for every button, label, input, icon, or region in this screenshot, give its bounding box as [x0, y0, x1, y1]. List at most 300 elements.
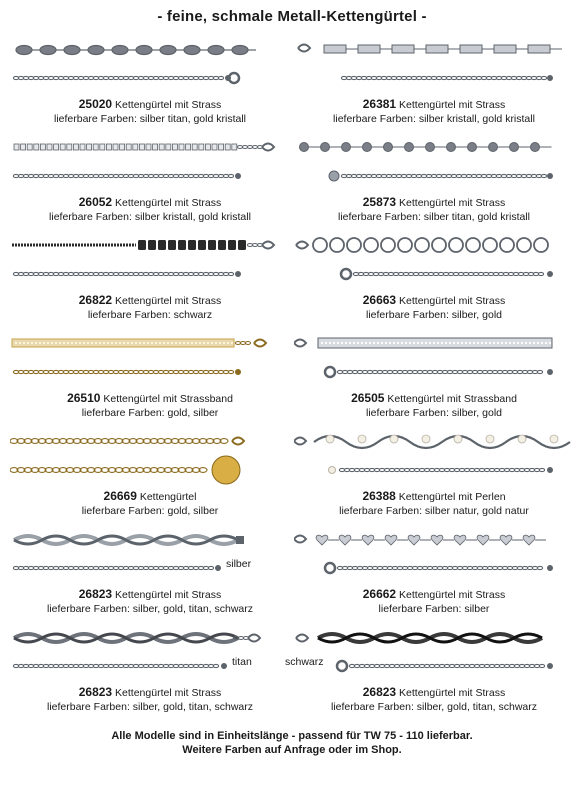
chain-part	[138, 370, 143, 373]
chain-part	[43, 664, 48, 667]
clasp	[294, 438, 306, 445]
product-number: 26823	[78, 685, 113, 699]
product-name: Kettengürtel mit Strass	[399, 99, 506, 111]
chain-part	[179, 342, 181, 344]
product-card-26388[interactable]	[292, 426, 576, 524]
chain-part	[394, 664, 399, 667]
product-colors: lieferbare Farben: silber, gold, titan, schwarz	[46, 603, 254, 615]
chain-part	[155, 342, 157, 344]
chain-part	[419, 664, 424, 667]
chain-part	[243, 146, 248, 149]
chain-part	[14, 144, 19, 150]
chain-part	[218, 174, 223, 177]
chain-part	[98, 370, 103, 373]
pearl	[550, 435, 558, 443]
chain-part	[485, 342, 487, 344]
product-number: 26388	[362, 489, 396, 503]
chain-part	[53, 174, 58, 177]
product-caption	[8, 587, 292, 616]
chain-part	[93, 664, 98, 667]
pearl	[454, 435, 462, 443]
chain-part	[469, 468, 474, 471]
chain-part	[199, 342, 201, 344]
chain-part	[347, 566, 352, 569]
chain-part	[38, 664, 43, 667]
chain-part	[183, 272, 188, 275]
chain-part	[356, 174, 361, 177]
chain-part	[79, 342, 81, 344]
chain-part	[208, 664, 213, 667]
chain-part	[183, 664, 188, 667]
product-card-26662[interactable]	[292, 524, 576, 622]
end-bead	[547, 75, 553, 81]
chain-part	[464, 468, 469, 471]
chain-part	[168, 370, 173, 373]
chain-part	[133, 370, 138, 373]
chain-part	[393, 272, 398, 275]
chain-part	[228, 174, 233, 177]
chain-part	[113, 76, 118, 79]
chain-part	[527, 370, 532, 373]
chain-part	[508, 272, 513, 275]
chain-part	[403, 272, 408, 275]
chain-part	[494, 45, 516, 53]
chain-part	[489, 468, 494, 471]
chain-part	[541, 342, 543, 344]
chain-part	[482, 566, 487, 569]
chain-part	[172, 144, 177, 150]
product-name: Kettengürtel	[139, 491, 197, 503]
chain-part	[407, 566, 412, 569]
chain-part	[143, 664, 148, 667]
chain-part	[123, 664, 128, 667]
footer-note	[0, 729, 584, 757]
chain-part	[168, 664, 173, 667]
chain-part	[158, 240, 166, 250]
chain-part	[458, 272, 463, 275]
chain-part	[372, 370, 377, 373]
chain-part	[151, 342, 153, 344]
chain-part	[138, 76, 143, 79]
product-number: 25873	[362, 195, 397, 209]
chain-part	[424, 468, 429, 471]
chain-part	[412, 566, 417, 569]
clasp	[262, 144, 274, 151]
chain-part	[88, 272, 93, 275]
chain-part	[397, 370, 402, 373]
chain-part	[58, 174, 63, 177]
chain-part	[489, 143, 498, 152]
chain-part	[467, 370, 472, 373]
chain-part	[357, 566, 362, 569]
chain-part	[33, 174, 38, 177]
chain-part	[347, 370, 352, 373]
chain-part	[349, 468, 354, 471]
chain-part	[111, 342, 113, 344]
chain-part	[223, 174, 228, 177]
product-card-26823-schwarz[interactable]	[285, 622, 576, 720]
clasp	[232, 438, 244, 445]
chain-part	[484, 468, 489, 471]
chain-part	[138, 566, 143, 569]
chain-part	[208, 46, 224, 55]
product-card-26823-silber[interactable]	[8, 524, 292, 622]
chain-part	[198, 240, 206, 250]
chain-part	[75, 342, 77, 344]
chain-part	[178, 272, 183, 275]
chain-part	[381, 342, 383, 344]
product-name: Kettengürtel mit Strass	[115, 295, 222, 307]
chain-part	[523, 272, 528, 275]
chain-part	[208, 272, 213, 275]
chain-part	[532, 370, 537, 373]
chain-part	[519, 664, 524, 667]
clasp	[294, 536, 306, 543]
chain-part	[88, 370, 93, 373]
chain-part	[73, 272, 78, 275]
heart-link	[477, 535, 489, 545]
chain-part	[23, 664, 28, 667]
chain-part	[118, 664, 123, 667]
chain-part	[496, 174, 501, 177]
chain-part	[183, 370, 188, 373]
chain-part	[374, 468, 379, 471]
chain-part	[371, 174, 376, 177]
chain-part	[447, 143, 456, 152]
belt-image	[10, 38, 290, 96]
product-card-26663[interactable]	[292, 230, 576, 328]
chain-part	[483, 272, 488, 275]
chain-part	[386, 76, 391, 79]
chain-part	[43, 342, 45, 344]
chain-part	[78, 174, 83, 177]
chain-part	[376, 76, 381, 79]
chain-part	[43, 272, 48, 275]
chain-part	[442, 370, 447, 373]
chain-part	[123, 566, 128, 569]
chain-part	[153, 272, 158, 275]
chain-part	[376, 174, 381, 177]
flower-charm	[329, 171, 339, 181]
product-number: 26662	[362, 587, 397, 601]
chain-part	[68, 76, 73, 79]
chain-part	[414, 468, 419, 471]
chain-part	[342, 370, 347, 373]
heart-link	[431, 535, 443, 545]
chain-part	[415, 238, 429, 252]
chain-part	[18, 566, 23, 569]
chain-part	[352, 566, 357, 569]
chain-part	[497, 566, 502, 569]
chain-part	[167, 342, 169, 344]
chain-part	[443, 272, 448, 275]
chain-part	[392, 566, 397, 569]
chain-part	[143, 566, 148, 569]
chain-part	[223, 342, 225, 344]
chain-part	[198, 272, 203, 275]
chain-part	[417, 342, 419, 344]
chain-part	[193, 272, 198, 275]
chain-part	[28, 566, 33, 569]
chain-part	[55, 342, 57, 344]
chain-part	[384, 143, 393, 152]
end-bead	[547, 467, 553, 473]
chain-part	[501, 76, 506, 79]
chain-part	[48, 174, 53, 177]
chain-part	[413, 272, 418, 275]
chain-part	[504, 664, 509, 667]
chain-part	[464, 664, 469, 667]
chain-part	[33, 664, 38, 667]
product-number: 26663	[362, 293, 397, 307]
chain-part	[387, 370, 392, 373]
chain-part	[387, 566, 392, 569]
chain-part	[497, 370, 502, 373]
end-bead	[235, 271, 241, 277]
product-card-26823-titan[interactable]	[8, 622, 292, 720]
chain-part	[53, 76, 58, 79]
chain-part	[521, 76, 526, 79]
chain-part	[23, 370, 28, 373]
end-bead	[215, 565, 221, 571]
chain-part	[203, 76, 208, 79]
chain-part	[539, 664, 544, 667]
chain-part	[198, 76, 203, 79]
chain-part	[506, 174, 511, 177]
chain-part	[38, 370, 43, 373]
chain-part	[366, 174, 371, 177]
product-name: Kettengürtel mit Strassband	[387, 393, 517, 405]
chain-part	[166, 144, 171, 150]
chain-part	[482, 370, 487, 373]
chain-part	[503, 272, 508, 275]
chain-part	[203, 370, 208, 373]
chain-part	[193, 566, 198, 569]
chain-part	[38, 566, 43, 569]
chain-part	[153, 174, 158, 177]
chain-part	[123, 272, 128, 275]
chain-part	[184, 46, 200, 55]
heart-link	[316, 535, 328, 545]
chain-part	[123, 174, 128, 177]
chain-part	[417, 370, 422, 373]
chain-part	[449, 342, 451, 344]
chain-part	[471, 174, 476, 177]
chain-part	[353, 272, 358, 275]
chain-part	[531, 76, 536, 79]
belt-image	[10, 430, 290, 488]
chain-part	[23, 76, 28, 79]
chain-part	[128, 272, 133, 275]
product-colors: lieferbare Farben: silber, gold	[366, 407, 502, 419]
chain-part	[357, 370, 362, 373]
product-card-26381[interactable]	[292, 34, 576, 132]
chain-part	[126, 144, 131, 150]
chain-part	[203, 272, 208, 275]
chain-part	[239, 637, 244, 640]
chain-part	[211, 342, 213, 344]
chain-part	[191, 342, 193, 344]
chain-part	[67, 144, 72, 150]
chain-part	[78, 664, 83, 667]
chain-part	[198, 566, 203, 569]
chain-part	[148, 240, 156, 250]
chain-part	[18, 272, 23, 275]
chain-part	[68, 174, 73, 177]
chain-part	[432, 238, 446, 252]
chain-part	[408, 272, 413, 275]
chain-part	[397, 342, 399, 344]
chain-part	[236, 536, 244, 544]
o-ring	[337, 661, 347, 671]
chain-part	[529, 664, 534, 667]
chain-part	[423, 272, 428, 275]
product-card-26052[interactable]	[8, 132, 292, 230]
chain-part	[158, 76, 163, 79]
chain-part	[373, 342, 375, 344]
chain-part	[413, 342, 415, 344]
chain-part	[471, 76, 476, 79]
product-card-26669[interactable]	[8, 426, 292, 524]
chain-part	[321, 342, 323, 344]
chain-part	[113, 370, 118, 373]
chain-part	[499, 468, 504, 471]
chain-part	[347, 238, 361, 252]
chain-part	[100, 144, 105, 150]
chain-part	[98, 272, 103, 275]
chain-part	[138, 272, 143, 275]
chain-part	[73, 174, 78, 177]
clasp	[294, 340, 306, 347]
color-tag: schwarz	[285, 656, 324, 668]
belt-image	[294, 430, 574, 488]
chain-part	[337, 342, 339, 344]
chain-part	[133, 272, 138, 275]
chain-part	[362, 370, 367, 373]
product-name: Kettengürtel mit Strass	[399, 589, 506, 601]
chain-part	[113, 566, 118, 569]
chain-part	[53, 370, 58, 373]
chain-part	[476, 76, 481, 79]
chain-part	[183, 566, 188, 569]
chain-part	[385, 342, 387, 344]
chain-part	[529, 342, 531, 344]
product-caption	[8, 195, 292, 224]
chain-part	[58, 370, 63, 373]
chain-part	[405, 342, 407, 344]
end-bead	[547, 663, 553, 669]
chain-part	[108, 370, 113, 373]
end-bead	[235, 173, 241, 179]
belt-image	[294, 136, 574, 194]
chain-part	[427, 370, 432, 373]
chain-part	[422, 370, 427, 373]
chain-part	[228, 370, 233, 373]
product-number: 26823	[362, 685, 397, 699]
chain-part	[198, 664, 203, 667]
belt-image	[294, 332, 574, 390]
chain-part	[396, 76, 401, 79]
chain-part	[98, 76, 103, 79]
product-card-25020[interactable]	[8, 34, 292, 132]
chain-part	[483, 238, 497, 252]
chain-part	[356, 76, 361, 79]
chain-part	[539, 468, 544, 471]
chain-part	[232, 46, 248, 55]
chain-part	[103, 566, 108, 569]
product-card-26822[interactable]	[8, 230, 292, 328]
chain-part	[103, 664, 108, 667]
chain-part	[509, 468, 514, 471]
product-caption	[292, 685, 576, 714]
chain-part	[193, 370, 198, 373]
heart-link	[523, 535, 535, 545]
product-caption	[292, 195, 576, 224]
product-name: Kettengürtel mit Strass	[399, 687, 506, 699]
chain-part	[345, 342, 347, 344]
chain-part	[545, 342, 547, 344]
chain-part	[13, 272, 18, 275]
chain-part	[148, 76, 153, 79]
chain-part	[13, 566, 18, 569]
chain-part	[453, 272, 458, 275]
chain-part	[463, 272, 468, 275]
chain-part	[481, 342, 483, 344]
heart-link	[408, 535, 420, 545]
chain-part	[499, 664, 504, 667]
chain-part	[437, 370, 442, 373]
product-card-25873[interactable]	[292, 132, 576, 230]
chain-part	[365, 342, 367, 344]
chain-part	[454, 664, 459, 667]
product-caption	[292, 293, 576, 322]
chain-part	[534, 238, 548, 252]
chain-part	[300, 143, 309, 152]
chain-part	[353, 342, 355, 344]
chain-part	[173, 272, 178, 275]
chain-part	[23, 566, 28, 569]
chain-part	[173, 664, 178, 667]
belt-image	[294, 528, 574, 586]
chain-part	[432, 566, 437, 569]
product-colors: lieferbare Farben: silber, gold, titan, schwarz	[330, 701, 538, 713]
chain-part	[143, 342, 145, 344]
chain-part	[188, 370, 193, 373]
chain-part	[63, 566, 68, 569]
chain-part	[73, 664, 78, 667]
chain-part	[502, 566, 507, 569]
chain-part	[13, 370, 18, 373]
chain-part	[143, 370, 148, 373]
chain-part	[416, 76, 421, 79]
chain-part	[313, 238, 327, 252]
chain-part	[53, 566, 58, 569]
product-card-26510[interactable]	[8, 328, 292, 426]
chain-part	[456, 76, 461, 79]
chain-part	[188, 76, 193, 79]
chain-part	[364, 664, 369, 667]
chain-part	[108, 174, 113, 177]
chain-part	[504, 468, 509, 471]
chain-part	[381, 174, 386, 177]
chain-part	[83, 76, 88, 79]
chain-part	[168, 566, 173, 569]
chain-part	[18, 664, 23, 667]
chain-part	[459, 664, 464, 667]
chain-part	[447, 370, 452, 373]
clasp	[254, 340, 266, 347]
product-card-26505[interactable]	[292, 328, 576, 426]
